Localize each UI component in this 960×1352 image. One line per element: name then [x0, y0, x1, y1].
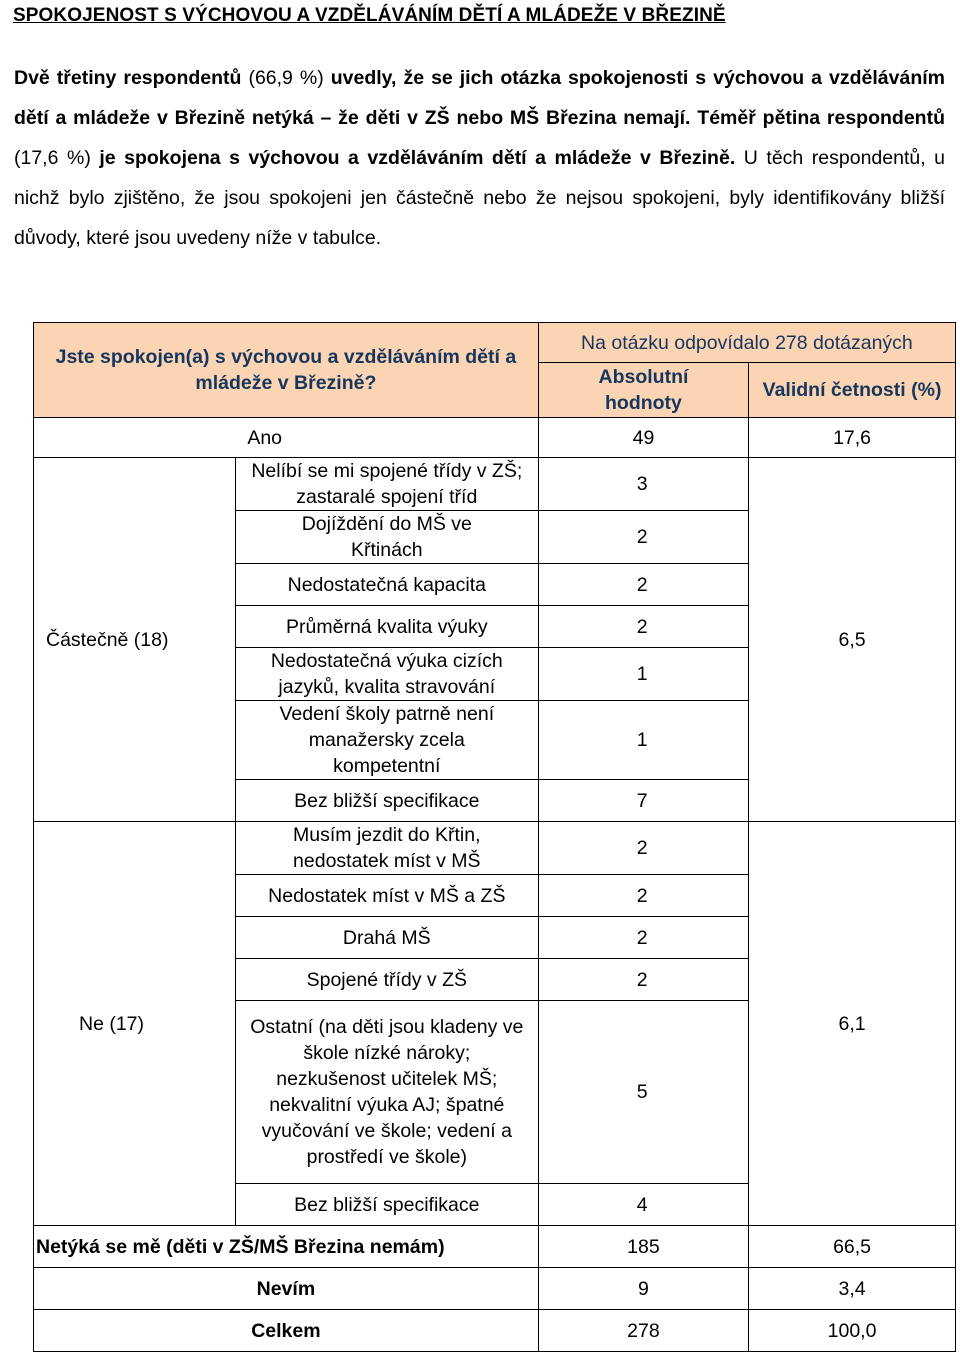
- castecne-pct: 6,5: [749, 458, 956, 822]
- para-s2a: Téměř pětina respondentů: [690, 107, 945, 129]
- reason: Nelíbí se mi spojené třídy v ZŠ; zastaralé spojení tříd: [235, 458, 538, 511]
- reason: Dojíždění do MŠ ve Křtinách: [235, 511, 538, 564]
- answer-castecne: Částečně (18): [34, 458, 236, 822]
- col-absolute-header: Absolutní hodnoty: [538, 363, 748, 418]
- answer-nevim: Nevím: [34, 1268, 539, 1310]
- answer-ano: Ano: [235, 418, 538, 458]
- ano-abs: 49: [538, 418, 748, 458]
- para-s2c: je spokojena s výchovou a vzděláváním dětí a mládeže v Březině.: [90, 147, 736, 169]
- reason-value: 2: [538, 564, 748, 606]
- question-header: Jste spokojen(a) s výchovou a vzděláváním dětí a mládeže v Březině?: [34, 323, 539, 418]
- netyka-abs: 185: [538, 1226, 748, 1268]
- para-s2b: (17,6 %): [14, 147, 91, 169]
- page-heading: SPOKOJENOST S VÝCHOVOU A VZDĚLÁVÁNÍM DĚTÍ A MLÁDEŽE V BŘEZINĚ: [13, 5, 726, 26]
- para-s1b: (66,9 %): [248, 67, 324, 89]
- reason-value: 2: [538, 822, 748, 875]
- ano-pct: 17,6: [749, 418, 956, 458]
- total-abs: 278: [538, 1310, 748, 1352]
- para-s1a: Dvě třetiny respondentů: [14, 67, 249, 89]
- answer-netyka: Netýká se mě (děti v ZŠ/MŠ Březina nemám): [34, 1226, 539, 1268]
- reason: Bez bližší specifikace: [235, 1184, 538, 1226]
- reason-value: 4: [538, 1184, 748, 1226]
- reason-value: 2: [538, 511, 748, 564]
- respondents-note: Na otázku odpovídalo 278 dotázaných: [538, 323, 955, 363]
- col-valid-header: Validní četnosti (%): [749, 363, 956, 418]
- reason-value: 2: [538, 875, 748, 917]
- nevim-abs: 9: [538, 1268, 748, 1310]
- reason: Průměrná kvalita výuky: [235, 606, 538, 648]
- reason-value: 2: [538, 917, 748, 959]
- nevim-pct: 3,4: [749, 1268, 956, 1310]
- reason-value: 7: [538, 780, 748, 822]
- reason: Ostatní (na děti jsou kladeny ve škole nízké nároky; nezkušenost učitelek MŠ; nekvalitní výuka AJ; špatné vyučování ve škole; vedení a prostředí ve škole): [235, 1001, 538, 1184]
- reason: Nedostatečná kapacita: [235, 564, 538, 606]
- reason-value: 3: [538, 458, 748, 511]
- reason: Nedostatek míst v MŠ a ZŠ: [235, 875, 538, 917]
- reason-value: 2: [538, 606, 748, 648]
- netyka-pct: 66,5: [749, 1226, 956, 1268]
- answer-ne: Ne (17): [34, 822, 236, 1226]
- ne-pct: 6,1: [749, 822, 956, 1226]
- reason-value: 2: [538, 959, 748, 1001]
- reason: Spojené třídy v ZŠ: [235, 959, 538, 1001]
- reason: Drahá MŠ: [235, 917, 538, 959]
- reason: Nedostatečná výuka cizích jazyků, kvalita stravování: [235, 648, 538, 701]
- reason: Bez bližší specifikace: [235, 780, 538, 822]
- para-s1c: uvedly, že se jich otázka spokojenosti s výchovou a vzděláváním dětí a mládeže v Březině netýká – že děti v ZŠ nebo MŠ Březina nemají.: [14, 67, 945, 129]
- total-label: Celkem: [34, 1310, 539, 1352]
- satisfaction-table: [33, 322, 956, 1352]
- reason: Vedení školy patrně není manažersky zcela kompetentní: [235, 701, 538, 780]
- reason-value: 1: [538, 701, 748, 780]
- total-pct: 100,0: [749, 1310, 956, 1352]
- reason-value: 5: [538, 1001, 748, 1184]
- reason: Musím jezdit do Křtin, nedostatek míst v MŠ: [235, 822, 538, 875]
- intro-paragraph: [14, 58, 945, 258]
- reason-value: 1: [538, 648, 748, 701]
- para-s3: U těch respondentů, u nichž bylo zjištěno, že jsou spokojeni jen částečně nebo že nejsou spokojeni, byly identifikovány bližší důvody, které jsou uvedeny níže v tabulce.: [14, 147, 946, 249]
